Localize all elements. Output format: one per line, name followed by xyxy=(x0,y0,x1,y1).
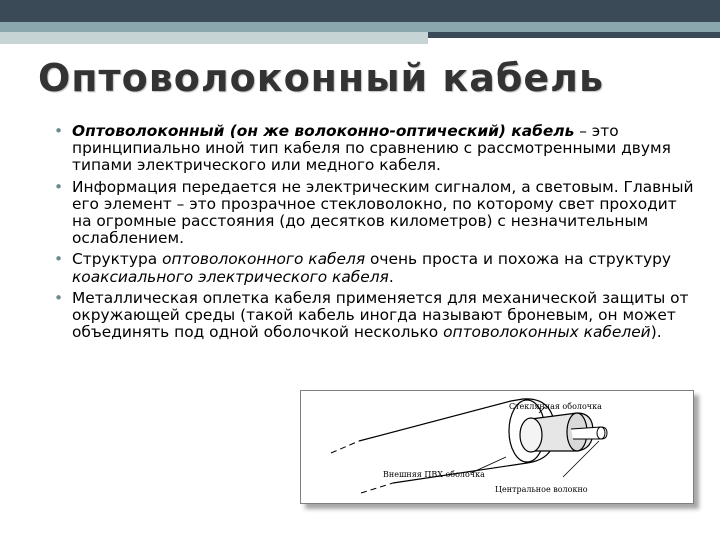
header-stripe xyxy=(0,22,720,32)
term-fiber-cables: оптоволоконных кабелей xyxy=(443,323,651,342)
bullet-marker: • xyxy=(54,122,64,140)
bullet-text: Структура xyxy=(72,250,163,269)
header-stripe-light xyxy=(0,32,428,44)
label-core: Центральное волокно xyxy=(495,485,588,494)
header-band xyxy=(0,0,720,22)
bullet-item-definition xyxy=(54,123,694,175)
term-coaxial: коаксиального электрического кабеля xyxy=(72,267,389,286)
glass-cladding-face xyxy=(520,418,542,452)
slide-title: Оптоволоконный кабель xyxy=(38,56,605,100)
header-stripe-dark xyxy=(428,32,720,38)
label-glass-sheath: Стеклянная оболочка xyxy=(509,402,602,411)
bullet-marker: • xyxy=(54,288,64,307)
term-fiber: оптоволоконного кабеля xyxy=(162,250,366,269)
outer-sheath-dash-top xyxy=(331,441,359,453)
bullet-item-armor xyxy=(54,290,694,342)
bullet-text: очень проста и похожа на структуру xyxy=(365,250,672,269)
bullet-marker: • xyxy=(54,250,64,269)
bullet-item-light-signal xyxy=(54,179,694,248)
bullet-list xyxy=(54,123,694,345)
term-fiber-cable: Оптоволоконный (он же волоконно-оптический) кабель xyxy=(72,122,575,140)
outer-sheath-dash-bottom xyxy=(361,483,393,493)
cable-diagram xyxy=(300,390,694,504)
bullet-text: . xyxy=(388,267,394,286)
bullet-marker: • xyxy=(54,177,64,196)
bullet-item-structure xyxy=(54,251,694,285)
bullet-text: ). xyxy=(650,323,662,342)
bullet-text: Информация передается не электрическим сигналом, а световым. Главный его элемент – это прозрачное стекловолокно, по которому свет проходит на огромные расстояния (до десятков километров) с незначительным ослаблением. xyxy=(72,177,694,248)
bullet-text: Металлическая оплетка кабеля применяется для механической защиты от окружающей среды (такой кабель иногда называют броневым, он может объединять под одной оболочкой несколько xyxy=(72,288,689,342)
core-fiber-end xyxy=(597,427,605,439)
label-outer-sheath: Внешняя ПВХ оболочка xyxy=(383,470,485,479)
cable-diagram-svg xyxy=(301,391,693,503)
bullet-text: – это принципиально иной тип кабеля по сравнению с рассмотренными двумя типами электрического или медного кабеля. xyxy=(72,122,671,175)
